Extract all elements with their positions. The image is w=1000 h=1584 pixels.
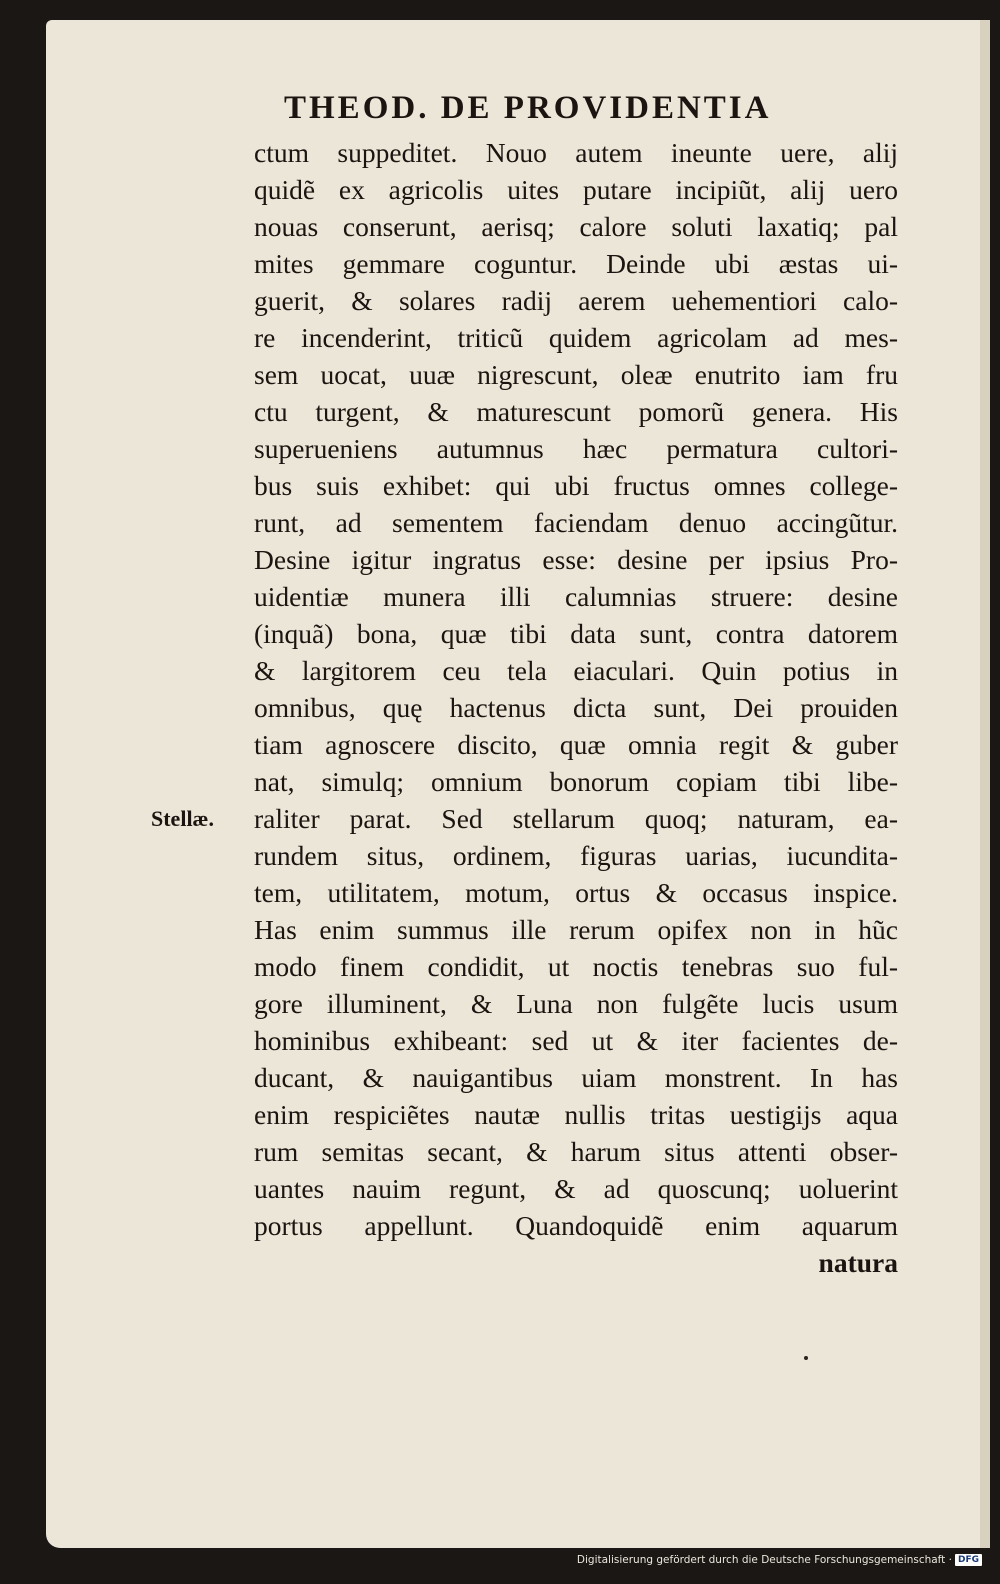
text-line: modo finem condidit, ut noctis tenebras suo ful- — [254, 951, 898, 982]
text-line: tem, utilitatem, motum, ortus & occasus inspice. — [254, 877, 898, 908]
text-line: nat, simulq; omnium bonorum copiam tibi libe- — [254, 766, 898, 797]
dfg-logo: DFG — [955, 1554, 982, 1566]
text-line: guerit, & solares radij aerem uehementiori calo- — [254, 285, 898, 316]
text-line: rum semitas secant, & harum situs attenti obser- — [254, 1136, 898, 1167]
body-text — [254, 134, 898, 1281]
marginal-note: Stellæ. — [151, 806, 214, 831]
text-line: rundem situs, ordinem, figuras uarias, iucundita- — [254, 840, 898, 871]
text-line: portus appellunt. Quandoquidẽ enim aquarum — [254, 1210, 898, 1241]
text-line: enim respiciẽtes nautæ nullis tritas uestigijs aqua — [254, 1099, 898, 1130]
text-line: gore illuminent, & Luna non fulgẽte lucis usum — [254, 988, 898, 1019]
text-line: raliter parat. Sed stellarum quoq; naturam, ea- — [254, 803, 898, 834]
text-line: Desine igitur ingratus esse: desine per ipsius Pro- — [254, 544, 898, 575]
text-line: hominibus exhibeant: sed ut & iter facientes de- — [254, 1025, 898, 1056]
text-line: Has enim summus ille rerum opifex non in hũc — [254, 914, 898, 945]
catchword: natura — [818, 1247, 898, 1278]
text-line: ctum suppeditet. Nouo autem ineunte uere, alij — [254, 137, 898, 168]
ink-speck — [804, 1356, 808, 1360]
text-line: re incenderint, triticũ quidem agricolam ad mes- — [254, 322, 898, 353]
text-line: ducant, & nauigantibus uiam monstrent. In has — [254, 1062, 898, 1093]
text-line: uidentiæ munera illi calumnias struere: desine — [254, 581, 898, 612]
credit-text: Digitalisierung gefördert durch die Deutsche Forschungsgemeinschaft · — [576, 1554, 952, 1566]
text-line: quidẽ ex agricolis uites putare incipiũt, alij uero — [254, 174, 898, 205]
text-line: (inquã) bona, quæ tibi data sunt, contra datorem — [254, 618, 898, 649]
text-line: sem uocat, uuæ nigrescunt, oleæ enutrito iam fru — [254, 359, 898, 390]
text-line: bus suis exhibet: qui ubi fructus omnes college- — [254, 470, 898, 501]
running-head: THEOD. DE PROVIDENTIA — [284, 90, 772, 126]
text-line: uantes nauim regunt, & ad quoscunq; uoluerint — [254, 1173, 898, 1204]
text-line: tiam agnoscere discito, quæ omnia regit & guber — [254, 729, 898, 760]
text-line: mites gemmare coguntur. Deinde ubi æstas ui- — [254, 248, 898, 279]
text-line: ctu turgent, & maturescunt pomorũ genera. His — [254, 396, 898, 427]
page-edge-shadow — [980, 20, 990, 1548]
text-line: omnibus, quę hactenus dicta sunt, Dei prouiden — [254, 692, 898, 723]
text-line: runt, ad sementem faciendam denuo accingũtur. — [254, 507, 898, 538]
digitization-credit — [577, 1553, 982, 1567]
text-line: superueniens autumnus hæc permatura cultori- — [254, 433, 898, 464]
text-line: & largitorem ceu tela eiaculari. Quin potius in — [254, 655, 898, 686]
text-line: nouas conserunt, aerisq; calore soluti laxatiq; pal — [254, 211, 898, 242]
